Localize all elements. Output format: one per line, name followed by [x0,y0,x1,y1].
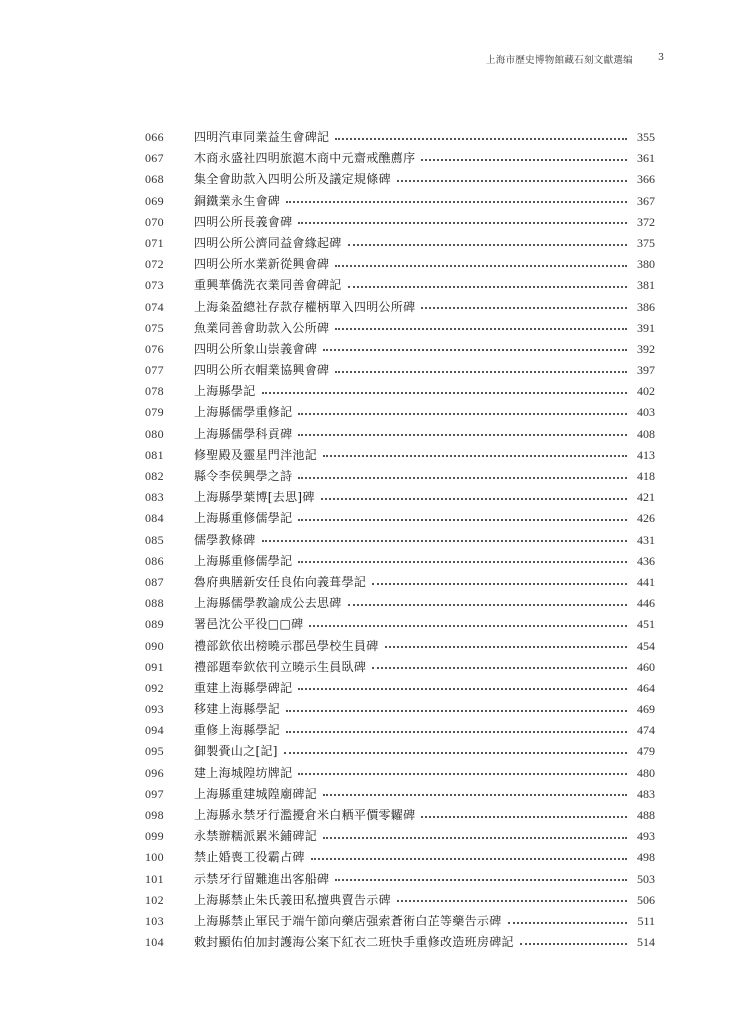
toc-entry-title: 重修上海縣學記 [194,723,281,738]
toc-dot-leader [286,731,627,733]
toc-entry-title: 四明公所衣帽業協興會碑 [194,363,330,378]
toc-dot-leader [286,201,627,203]
toc-entry-title: 上海縣永禁牙行濫擾倉米白粞平價零糶碑 [194,808,416,822]
toc-dot-leader [421,816,627,818]
toc-entry-page: 436 [637,553,655,568]
toc-entry [145,318,655,339]
toc-entry-number: 092 [145,680,164,695]
toc-entry-page: 506 [637,892,655,907]
toc-entry-title: 上海縣重建城隍廟碑記 [194,786,318,801]
toc-entry-page: 391 [637,320,655,335]
toc-dot-leader [372,667,627,669]
toc-entry-number: 083 [145,490,164,505]
toc-entry-page: 397 [637,363,655,378]
toc-entry-page: 431 [637,532,655,547]
toc-entry-title: 敕封顯佑伯加封護海公案下紅衣二班快手重修改造班房碑記 [194,935,514,950]
toc-entry [145,784,655,805]
toc-dot-leader [298,222,627,224]
toc-entry-number: 098 [145,808,164,822]
toc-entry [145,148,655,169]
toc-entry [145,169,655,190]
toc-entry [145,551,655,572]
toc-entry-page: 498 [637,850,655,865]
toc-dot-leader [323,837,627,839]
toc-entry-number: 068 [145,172,164,187]
toc-entry-page: 511 [637,913,655,928]
toc-entry-page: 479 [637,744,655,759]
toc-entry-number: 073 [145,278,164,293]
toc-entry-number: 104 [145,935,164,950]
toc-dot-leader [321,498,627,500]
toc-entry-number: 101 [145,871,164,886]
toc-entry-page: 421 [637,490,655,505]
toc-entry-number: 077 [145,363,164,378]
toc-entry [145,699,655,720]
toc-entry-title: 重興華僑洗衣業同善會碑記 [194,278,342,293]
toc-entry-page: 454 [637,638,655,653]
toc-dot-leader [348,286,627,288]
toc-entry-number: 076 [145,341,164,356]
toc-entry [145,657,655,678]
toc-entry [145,805,655,826]
toc-entry-title: 上海縣重修儒學記 [194,553,293,568]
toc-entry-page: 488 [637,808,655,822]
toc-entry [145,339,655,360]
toc-entry-title: 移建上海縣學記 [194,702,281,717]
toc-entry [145,614,655,635]
toc-dot-leader [385,646,627,648]
toc-entry-number: 084 [145,511,164,526]
running-header [0,50,750,66]
toc-entry [145,932,655,953]
toc-dot-leader [348,604,627,606]
toc-entry-title: 上海縣學葉博[去思]碑 [194,490,315,505]
toc-dot-leader [298,519,627,521]
toc-entry-title: 魯府典膳新安任良佑向義葺學記 [194,574,367,589]
toc-entry-title: 四明公所公濟同益會緣起碑 [194,235,342,250]
toc-entry-page: 480 [637,765,655,780]
toc-dot-leader [335,138,627,140]
toc-dot-leader [262,392,627,394]
toc-entry [145,763,655,784]
toc-dot-leader [372,583,627,585]
toc-dot-leader [286,710,627,712]
toc-entry [145,741,655,762]
toc-dot-leader [323,455,627,457]
toc-entry-title: 示禁牙行留難進出客船碑 [194,871,330,886]
toc-entry-number: 079 [145,405,164,420]
toc-entry-number: 096 [145,765,164,780]
toc-entry-title: 禮部欽依出榜曉示郡邑學校生員碑 [194,638,379,653]
toc-entry [145,381,655,402]
toc-dot-leader [335,265,627,267]
toc-entry [145,127,655,148]
toc-entry-page: 441 [637,574,655,589]
toc-dot-leader [397,180,627,182]
toc-entry-number: 078 [145,384,164,399]
toc-dot-leader [311,858,627,860]
toc-dot-leader [262,540,627,542]
toc-entry-page: 355 [637,130,655,144]
table-of-contents [145,127,655,953]
toc-entry-number: 066 [145,130,164,144]
toc-entry-title: 建上海城隍坊牌記 [194,765,293,780]
toc-entry-title: 上海縣禁止朱氏義田私擅典賣告示碑 [194,892,391,907]
toc-entry-number: 081 [145,447,164,462]
toc-dot-leader [298,477,627,479]
toc-entry-title: 上海縣儒學科貢碑 [194,426,293,441]
toc-entry [145,275,655,296]
toc-entry [145,636,655,657]
toc-entry-number: 080 [145,426,164,441]
toc-entry-title: 上海縣禁止軍民于端午節向藥店强索蒼術白芷等藥告示碑 [194,913,502,928]
toc-dot-leader [298,413,627,415]
page-number: 3 [657,52,664,63]
toc-dot-leader [397,900,627,902]
toc-entry [145,869,655,890]
toc-entry-page: 418 [637,469,655,483]
toc-entry [145,593,655,614]
toc-entry [145,911,655,932]
toc-entry [145,297,655,318]
toc-entry-page: 386 [637,299,655,314]
toc-entry-title: 上海縣學記 [194,384,256,399]
toc-entry-title: 四明公所長義會碑 [194,214,293,229]
toc-entry-page: 503 [637,871,655,886]
toc-entry-page: 451 [637,617,655,632]
toc-entry-number: 072 [145,257,164,272]
toc-entry-title: 縣令李侯興學之詩 [194,469,293,483]
toc-entry-number: 093 [145,702,164,717]
toc-entry-title: 修聖殿及靈星門泮池記 [194,447,318,462]
toc-entry-title: 四明公所水業新從興會碑 [194,257,330,272]
toc-entry-title: 御製賫山之[記] [194,744,278,759]
toc-entry-title: 木商永盛社四明旅滬木商中元齋戒醮薦序 [194,151,416,166]
toc-entry [145,572,655,593]
toc-entry-number: 089 [145,617,164,632]
toc-dot-leader [335,328,627,330]
toc-entry-page: 464 [637,680,655,695]
toc-dot-leader [298,434,627,436]
toc-entry-page: 426 [637,511,655,526]
toc-entry-page: 403 [637,405,655,420]
toc-entry-page: 367 [637,193,655,208]
toc-entry-page: 402 [637,384,655,399]
toc-entry-title: 上海縣儒學重修記 [194,405,293,420]
toc-entry-number: 070 [145,214,164,229]
toc-entry-title: 禮部題奉欽依刊立曉示生員臥碑 [194,659,367,674]
toc-dot-leader [323,349,627,351]
toc-entry-page: 413 [637,447,655,462]
toc-entry-title: 銅鐵業永生會碑 [194,193,281,208]
toc-dot-leader [335,879,627,881]
running-title: 上海市歷史博物館藏石刻文獻選编 [485,55,633,66]
toc-entry-page: 380 [637,257,655,272]
toc-dot-leader [421,159,627,161]
toc-entry-number: 102 [145,892,164,907]
toc-dot-leader [323,794,627,796]
toc-entry [145,360,655,381]
toc-entry-page: 460 [637,659,655,674]
toc-entry-page: 381 [637,278,655,293]
toc-entry-title: 署邑沈公平役□□碑 [194,617,304,632]
toc-entry-title: 魚業同善會助款入公所碑 [194,320,330,335]
toc-entry [145,890,655,911]
toc-entry-title: 永禁辦糯派累米鋪碑記 [194,829,318,844]
toc-dot-leader [520,943,627,945]
toc-entry-number: 082 [145,469,164,483]
toc-entry-number: 086 [145,553,164,568]
toc-entry-title: 集全會助款入四明公所及議定規條碑 [194,172,391,187]
toc-dot-leader [508,922,627,924]
toc-entry-page: 474 [637,723,655,738]
toc-dot-leader [348,244,627,246]
toc-entry-number: 095 [145,744,164,759]
toc-entry [145,212,655,233]
toc-entry-page: 361 [637,151,655,166]
toc-entry [145,720,655,741]
toc-dot-leader [298,688,627,690]
toc-entry [145,466,655,487]
toc-dot-leader [298,773,627,775]
toc-entry-number: 097 [145,786,164,801]
toc-entry-page: 469 [637,702,655,717]
toc-dot-leader [335,371,627,373]
toc-entry-number: 100 [145,850,164,865]
toc-entry [145,424,655,445]
toc-entry-page: 375 [637,235,655,250]
toc-entry-number: 088 [145,596,164,611]
toc-entry-number: 090 [145,638,164,653]
toc-entry-title: 儒學教條碑 [194,532,256,547]
toc-entry [145,233,655,254]
toc-entry-page: 483 [637,786,655,801]
toc-entry-number: 071 [145,235,164,250]
toc-dot-leader [298,561,627,563]
toc-entry [145,445,655,466]
toc-entry-number: 069 [145,193,164,208]
toc-entry-number: 091 [145,659,164,674]
toc-entry-title: 禁止婚喪工役霸占碑 [194,850,305,865]
toc-entry-title: 四明汽車同業益生會碑記 [194,130,330,144]
toc-entry-page: 446 [637,596,655,611]
toc-entry-title: 上海縣重修儒學記 [194,511,293,526]
toc-entry-page: 366 [637,172,655,187]
toc-entry-page: 514 [637,935,655,950]
toc-entry-page: 372 [637,214,655,229]
toc-entry [145,508,655,529]
toc-entry-title: 上海縣儒學教諭成公去思碑 [194,596,342,611]
toc-dot-leader [309,625,627,627]
toc-entry-number: 075 [145,320,164,335]
toc-entry-number: 074 [145,299,164,314]
toc-entry-number: 103 [145,913,164,928]
toc-entry-title: 四明公所象山崇義會碑 [194,341,318,356]
toc-dot-leader [284,752,627,754]
toc-entry-number: 087 [145,574,164,589]
toc-entry [145,826,655,847]
toc-entry [145,847,655,868]
toc-entry-number: 067 [145,151,164,166]
toc-entry-page: 493 [637,829,655,844]
toc-entry-title: 上海粂盈總社存款存權柄單入四明公所碑 [194,299,416,314]
toc-entry-number: 099 [145,829,164,844]
toc-entry-page: 408 [637,426,655,441]
toc-entry [145,254,655,275]
toc-entry-number: 094 [145,723,164,738]
toc-entry-page: 392 [637,341,655,356]
toc-entry-number: 085 [145,532,164,547]
toc-entry [145,191,655,212]
toc-dot-leader [421,307,627,309]
toc-entry [145,530,655,551]
toc-entry [145,678,655,699]
toc-entry [145,402,655,423]
toc-entry-title: 重建上海縣學碑記 [194,680,293,695]
toc-entry [145,487,655,508]
